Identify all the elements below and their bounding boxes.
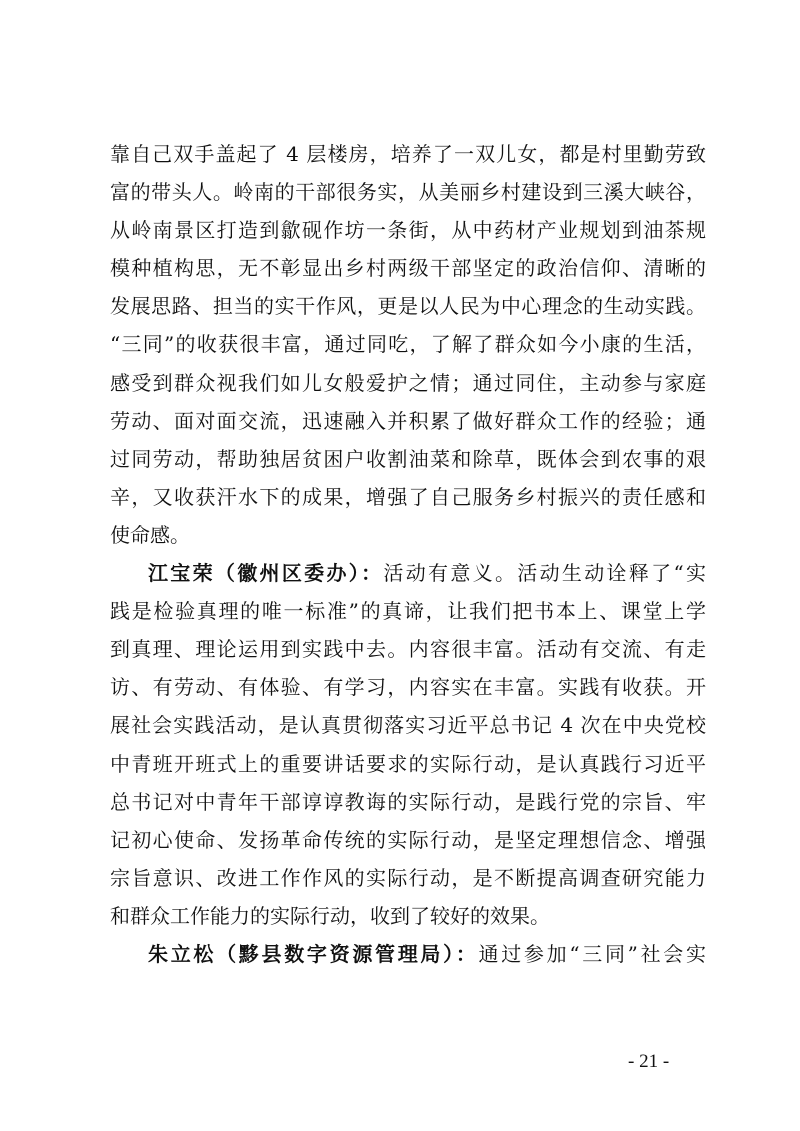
text-line: 中青班开班式上的重要讲话要求的实际行动，是认真践行习近平 [110,751,706,776]
paragraph-text: 通过参加“三同”社会实 [478,941,706,966]
text-line: 宗旨意识、改进工作作风的实际行动，是不断提高调查研究能力 [110,865,706,890]
text-line: 记初心使命、发扬革命传统的实际行动，是坚定理想信念、增强 [110,827,706,852]
text-line: 从岭南景区打造到歙砚作坊一条街，从中药材产业规划到油茶规 [110,218,706,243]
text-line: 辛，又收获汗水下的成果，增强了自己服务乡村振兴的责任感和 [110,484,706,509]
text-line: 展社会实践活动，是认真贯彻落实习近平总书记 4 次在中央党校 [110,713,706,738]
text-line: 总书记对中青年干部谆谆教诲的实际行动，是践行党的宗旨、牢 [110,789,706,814]
text-line: 模种植构思，无不彰显出乡村两级干部坚定的政治信仰、清晰的 [110,256,706,281]
body-text [110,144,706,982]
text-line: 发展思路、担当的实干作风，更是以人民为中心理念的生动实践。 [110,294,706,319]
text-line: 到真理、理论运用到实践中去。内容很丰富。活动有交流、有走 [110,637,706,662]
text-line: 靠自己双手盖起了 4 层楼房，培养了一双儿女，都是村里勤劳致 [110,142,706,166]
paragraph-text: 活动有意义。活动生动诠释了“实 [383,561,706,586]
speaker-name: 江宝荣（徽州区委办）： [148,561,384,586]
text-line: 过同劳动，帮助独居贫困户收割油菜和除草，既体会到农事的艰 [110,446,706,471]
text-line: 践是检验真理的唯一标准”的真谛，让我们把书本上、课堂上学 [110,599,706,624]
text-line: 劳动、面对面交流，迅速融入并积累了做好群众工作的经验；通 [110,408,706,433]
paragraph-first-line [110,941,706,966]
text-line: 和群众工作能力的实际行动，收到了较好的效果。 [110,903,550,928]
paragraph-first-line [110,561,706,586]
text-line: 富的带头人。岭南的干部很务实，从美丽乡村建设到三溪大峡谷， [110,180,706,205]
speaker-name: 朱立松（黟县数字资源管理局）： [148,941,479,966]
text-line: 使命感。 [110,522,190,547]
text-line: 访、有劳动、有体验、有学习，内容实在丰富。实践有收获。开 [110,675,706,700]
text-line: “三同”的收获很丰富，通过同吃，了解了群众如今小康的生活， [110,332,706,357]
page-number: - 21 - [628,1051,670,1072]
text-line: 感受到群众视我们如儿女般爱护之情；通过同住，主动参与家庭 [110,370,706,395]
